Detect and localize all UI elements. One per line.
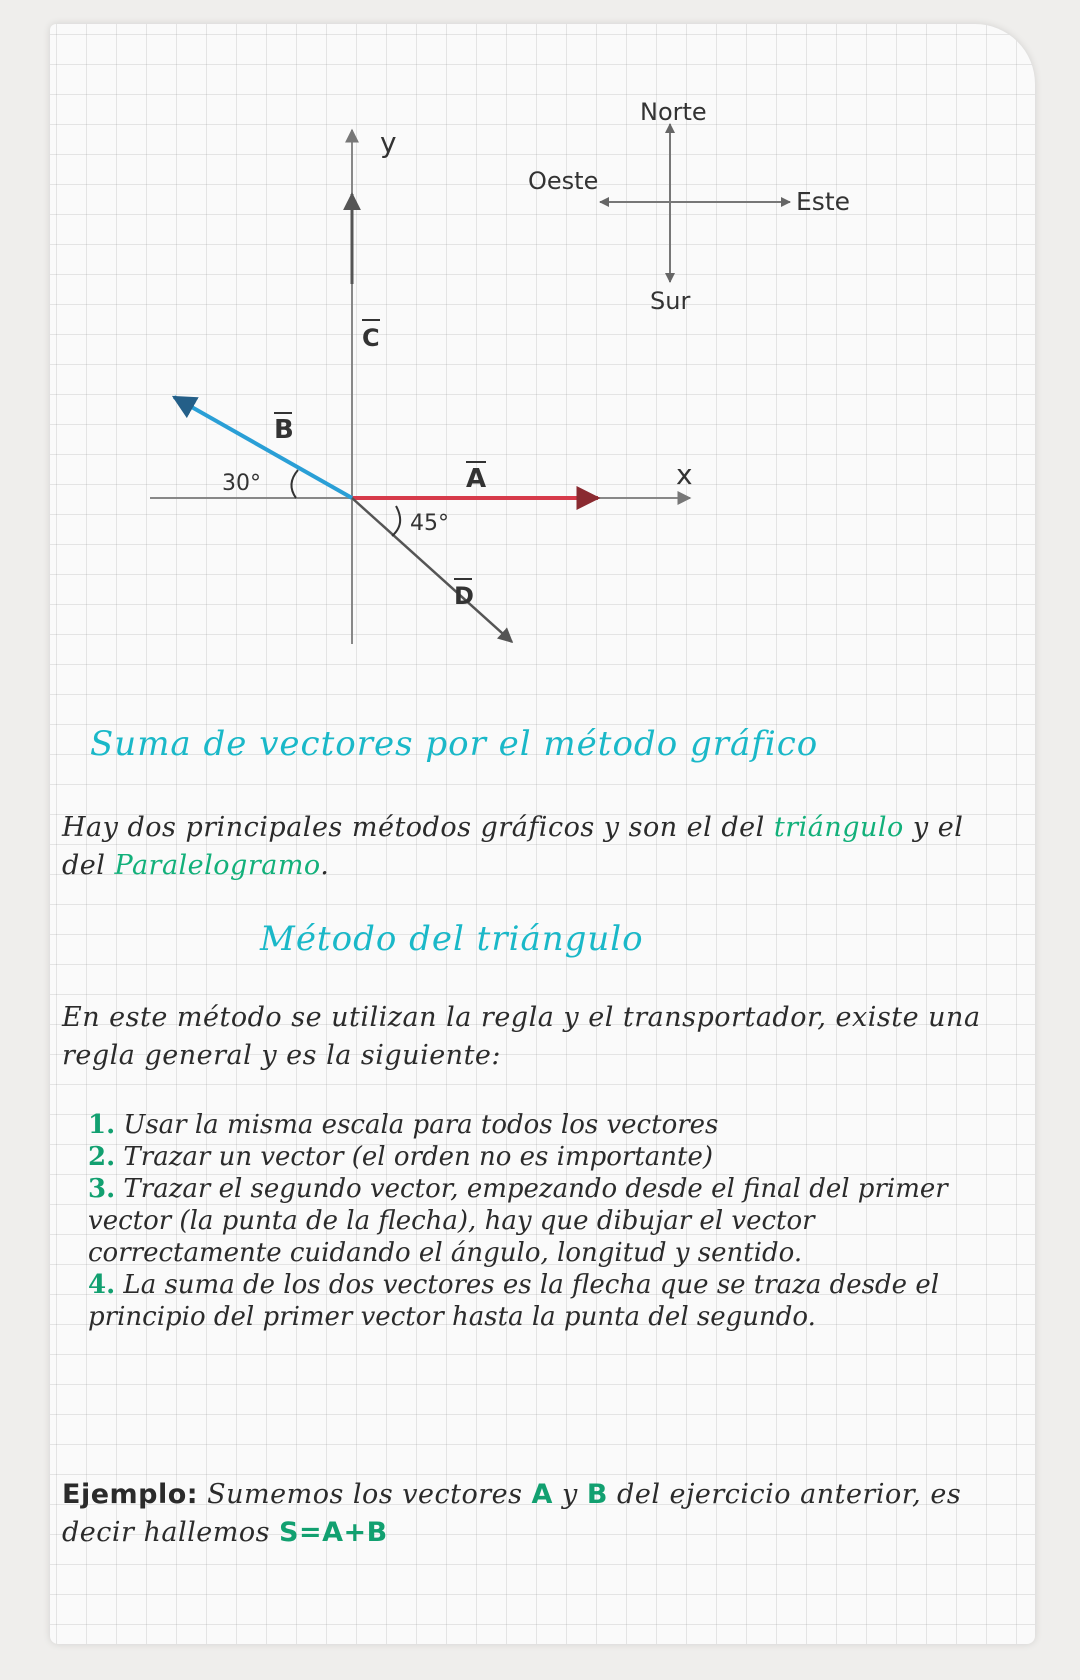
notebook-page bbox=[50, 24, 1035, 1644]
steps-list bbox=[88, 1109, 988, 1333]
intro-paralelogramo: Paralelogramo bbox=[114, 850, 321, 881]
step-item bbox=[88, 1109, 988, 1141]
step-text: Trazar el segundo vector, empezando desde el final del primer vector (la punta de la flecha), hay que dibujar el vector correctamente cuidando el ángulo, longitud y sentido. bbox=[88, 1174, 948, 1268]
intro-paragraph bbox=[62, 809, 1002, 885]
step-number: 2. bbox=[88, 1142, 116, 1172]
compass-east-label: Este bbox=[796, 187, 851, 216]
step-number: 3. bbox=[88, 1174, 116, 1204]
compass-west-label: Oeste bbox=[528, 167, 599, 195]
vector-c-label: C bbox=[362, 324, 380, 352]
vector-b-arrow bbox=[174, 397, 352, 498]
compass bbox=[528, 98, 850, 315]
ejemplo-vector-b: B bbox=[586, 1479, 608, 1510]
ejemplo-text-1: Sumemos los vectores bbox=[198, 1479, 532, 1510]
intro-text-3: . bbox=[320, 850, 330, 881]
ejemplo-formula: S=A+B bbox=[279, 1517, 388, 1548]
ejemplo-y: y bbox=[552, 1479, 587, 1510]
angle-d-label: 45° bbox=[410, 511, 449, 536]
compass-north-label: Norte bbox=[640, 98, 707, 126]
ejemplo-label: Ejemplo: bbox=[62, 1479, 199, 1510]
ejemplo-text-2: del ejercicio anterior, es decir hallemos bbox=[62, 1479, 962, 1548]
intro-triangulo: triángulo bbox=[773, 812, 904, 843]
vector-a-label: A bbox=[466, 464, 487, 494]
triangle-heading: Método del triángulo bbox=[260, 919, 644, 959]
step-text: La suma de los dos vectores es la flecha que se traza desde el principio del primer vector hasta la punta del segundo. bbox=[88, 1270, 940, 1332]
step-text: Trazar un vector (el orden no es importante) bbox=[123, 1142, 714, 1172]
step-text: Usar la misma escala para todos los vectores bbox=[123, 1110, 719, 1140]
angle-arc-d bbox=[392, 506, 400, 536]
compass-south-label: Sur bbox=[650, 287, 691, 315]
intro-text-2: y el del bbox=[62, 812, 964, 881]
vector-d-label: D bbox=[454, 582, 474, 610]
y-axis-label: y bbox=[380, 126, 397, 159]
step-number: 1. bbox=[88, 1110, 116, 1140]
step-item bbox=[88, 1173, 988, 1269]
vector-diagram bbox=[50, 24, 1035, 724]
angle-b-label: 30° bbox=[222, 471, 261, 496]
step-number: 4. bbox=[88, 1270, 116, 1300]
vector-b-label: B bbox=[274, 415, 294, 445]
angle-arc-b bbox=[291, 470, 298, 498]
main-heading: Suma de vectores por el método gráfico bbox=[90, 724, 819, 764]
step-item bbox=[88, 1269, 988, 1333]
ejemplo-paragraph bbox=[62, 1476, 1002, 1552]
x-axis-label: x bbox=[676, 458, 693, 491]
intro-text-1: Hay dos principales métodos gráficos y son el del bbox=[62, 812, 774, 843]
triangle-intro: En este método se utilizan la regla y el transportador, existe una regla general y es la siguiente: bbox=[62, 1002, 981, 1071]
step-item bbox=[88, 1141, 988, 1173]
ejemplo-vector-a: A bbox=[531, 1479, 553, 1510]
